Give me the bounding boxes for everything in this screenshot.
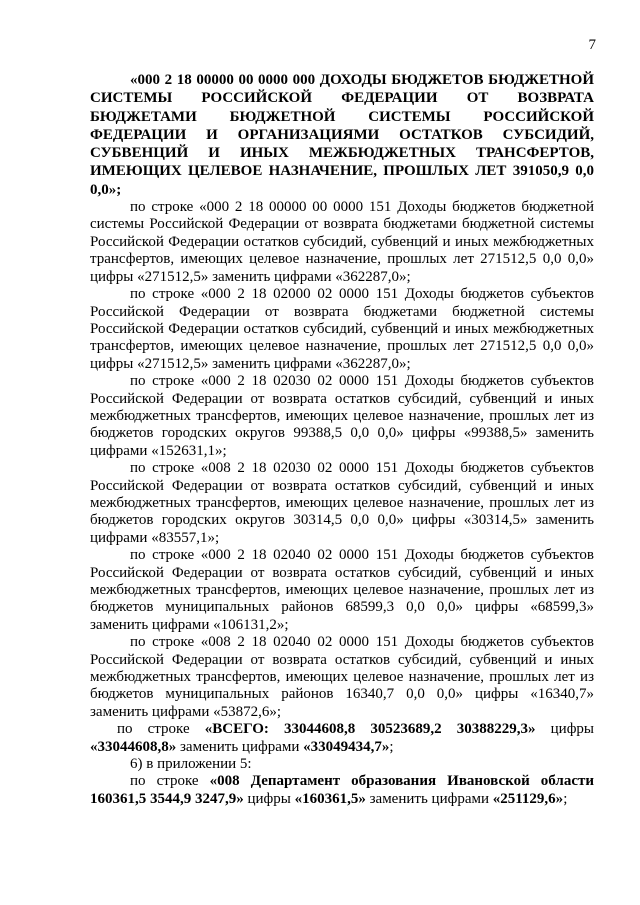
heading-paragraph: «000 2 18 00000 00 0000 000 ДОХОДЫ БЮДЖЕТОВ БЮДЖЕТНОЙ СИСТЕМЫ РОССИЙСКОЙ ФЕДЕРАЦИИ ОТ ВОЗВРАТА БЮДЖЕТАМИ БЮДЖЕТНОЙ СИСТЕМЫ РОССИЙСКОЙ ФЕДЕРАЦИИ И ОРГАНИЗАЦИЯМИ ОСТАТКОВ СУБСИДИЙ, СУБВЕНЦИЙ И ИНЫХ МЕЖБЮДЖЕТНЫХ ТРАНСФЕРТОВ, ИМЕЮЩИХ ЦЕЛЕВОЕ НАЗНАЧЕНИЕ, ПРОШЛЫХ ЛЕТ 391050,9 0,0 0,0»; xyxy=(90,72,594,198)
total-prefix: по строке xyxy=(117,721,205,738)
total-mid2: заменить цифрами xyxy=(176,738,304,755)
department-new-value: «251129,6» xyxy=(492,790,564,807)
department-paragraph xyxy=(90,773,594,808)
paragraph-item: по строке «000 2 18 00000 00 0000 151 Доходы бюджетов бюджетной системы Российской Федерации от возврата бюджетами бюджетной системы Российской Федерации остатков субсидий, субвенций и иных межбюджетных трансфертов, имеющих целевое назначение, прошлых лет 271512,5 0,0 0,0» цифры «271512,5» заменить цифрами «362287,0»; xyxy=(90,199,594,285)
total-mid1: цифры xyxy=(535,721,594,738)
department-values: «008 Департамент образования Ивановской области 160361,5 3544,9 3247,9» xyxy=(90,773,594,807)
total-values: «ВСЕГО: 33044608,8 30523689,2 30388229,3» xyxy=(204,721,536,738)
paragraph-item: по строке «000 2 18 02030 02 0000 151 Доходы бюджетов субъектов Российской Федерации от возврата остатков субсидий, субвенций и иных межбюджетных трансфертов, имеющих целевое назначение, прошлых лет из бюджетов городских округов 99388,5 0,0 0,0» цифры «99388,5» заменить цифрами «152631,1»; xyxy=(90,373,594,459)
paragraph-item: по строке «008 2 18 02040 02 0000 151 Доходы бюджетов субъектов Российской Федерации от возврата остатков субсидий, субвенций и иных межбюджетных трансфертов, имеющих целевое назначение, прошлых лет из бюджетов муниципальных районов 16340,7 0,0 0,0» цифры «16340,7» заменить цифрами «53872,6»; xyxy=(90,634,594,720)
total-paragraph xyxy=(90,721,594,756)
department-old-value: «160361,5» xyxy=(294,790,366,807)
department-suffix: ; xyxy=(563,790,568,807)
total-new-value: «33049434,7» xyxy=(303,738,390,755)
paragraph-item: по строке «008 2 18 02030 02 0000 151 Доходы бюджетов субъектов Российской Федерации от возврата остатков субсидий, субвенций и иных межбюджетных трансфертов, имеющих целевое назначение, прошлых лет из бюджетов городских округов 30314,5 0,0 0,0» цифры «30314,5» заменить цифрами «83557,1»; xyxy=(90,460,594,546)
department-mid2: заменить цифрами xyxy=(365,790,493,807)
appendix-item: 6) в приложении 5: xyxy=(130,756,252,773)
total-old-value: «33044608,8» xyxy=(90,738,177,755)
department-mid1: цифры xyxy=(243,790,295,807)
total-suffix: ; xyxy=(389,738,394,755)
document-body xyxy=(90,71,594,808)
department-prefix: по строке xyxy=(130,773,210,790)
paragraph-item: по строке «000 2 18 02000 02 0000 151 Доходы бюджетов субъектов Российской Федерации от возврата бюджетами бюджетной системы Российской Федерации остатков субсидий, субвенций и иных межбюджетных трансфертов, имеющих целевое назначение, прошлых лет 271512,5 0,0 0,0» цифры «271512,5» заменить цифрами «362287,0»; xyxy=(90,286,594,372)
page-number: 7 xyxy=(588,37,596,53)
paragraph-item: по строке «000 2 18 02040 02 0000 151 Доходы бюджетов субъектов Российской Федерации от возврата остатков субсидий, субвенций и иных межбюджетных трансфертов, имеющих целевое назначение, прошлых лет из бюджетов муниципальных районов 68599,3 0,0 0,0» цифры «68599,3» заменить цифрами «106131,2»; xyxy=(90,547,594,633)
